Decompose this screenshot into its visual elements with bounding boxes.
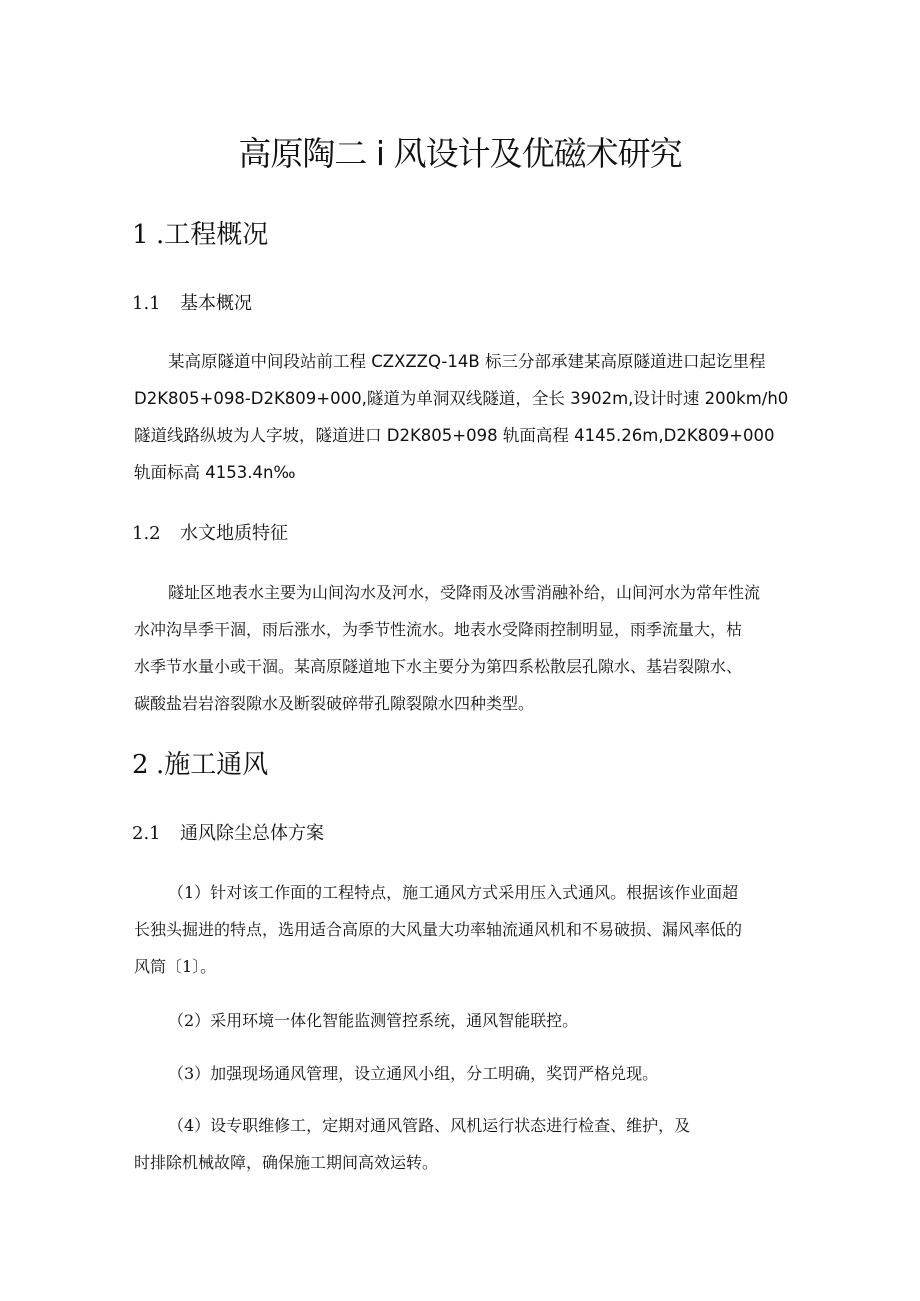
section-number: 1.2 — [132, 523, 161, 544]
section-1-heading — [132, 214, 268, 251]
list-item-1 — [134, 874, 794, 985]
list-item-3 — [134, 1055, 794, 1092]
list-item-2 — [134, 1002, 794, 1039]
paragraph-line: （2）采用环境一体化智能监测管控系统，通风智能联控。 — [168, 1011, 579, 1030]
list-item-4 — [134, 1107, 794, 1181]
section-1-1-heading — [132, 289, 252, 315]
paragraph-line: 隧址区地表水主要为山间沟水及河水，受降雨及冰雪消融补给，山间河水为常年性流 — [168, 583, 761, 602]
section-number: 2.1 — [132, 823, 161, 844]
paragraph-line: （1）针对该工作面的工程特点，施工通风方式采用压入式通风。根据该作业面超 — [168, 883, 739, 902]
section-1-2-heading — [132, 519, 288, 545]
paragraph-line: （4）设专职维修工，定期对通风管路、风机运行状态进行检查、维护，及 — [168, 1116, 691, 1135]
paragraph-line: D2K805+098-D2K809+000,隧道为单洞双线隧道，全长 3902m,设计时速 200km∕h0 — [134, 389, 789, 408]
paragraph-hydrogeology — [134, 574, 794, 722]
section-number: 1 — [132, 220, 149, 250]
section-number: 2 — [132, 750, 149, 780]
document-title: 高原陶二 i 风设计及优磁术研究 — [238, 134, 682, 173]
paragraph-line: 风筒〔1〕。 — [134, 957, 217, 976]
paragraph-line: 碳酸盐岩岩溶裂隙水及断裂破碎带孔隙裂隙水四种类型。 — [134, 694, 535, 713]
section-number: 1.1 — [132, 293, 161, 314]
section-title: 通风除尘总体方案 — [180, 823, 324, 844]
paragraph-line: 时排除机械故障，确保施工期间高效运转。 — [134, 1153, 439, 1172]
section-title: 水文地质特征 — [180, 523, 288, 544]
paragraph-line: 某高原隧道中间段站前工程 CZXZZQ-14B 标三分部承建某高原隧道进口起讫里程 — [168, 352, 766, 371]
paragraph-line: 长独头掘进的特点，选用适合高原的大风量大功率轴流通风机和不易破损、漏风率低的 — [134, 920, 743, 939]
section-2-1-heading — [132, 819, 324, 845]
section-title: .工程概况 — [156, 220, 269, 250]
paragraph-line: 水冲沟旱季干涸，雨后涨水，为季节性流水。地表水受降雨控制明显，雨季流量大，枯 — [134, 620, 743, 639]
paragraph-line: 轨面标高 4153.4n‰ — [134, 463, 296, 482]
section-2-heading — [132, 744, 268, 781]
paragraph-line: 隧道线路纵坡为人字坡，隧道进口 D2K805+098 轨面高程 4145.26m,D2K809+000 — [134, 426, 775, 445]
section-title: .施工通风 — [156, 750, 269, 780]
paragraph-basic-overview — [134, 343, 794, 491]
paragraph-line: 水季节水量小或干涸。某高原隧道地下水主要分为第四系松散层孔隙水、基岩裂隙水、 — [134, 657, 743, 676]
section-title: 基本概况 — [180, 293, 252, 314]
paragraph-line: （3）加强现场通风管理，设立通风小组，分工明确，奖罚严格兑现。 — [168, 1064, 659, 1083]
